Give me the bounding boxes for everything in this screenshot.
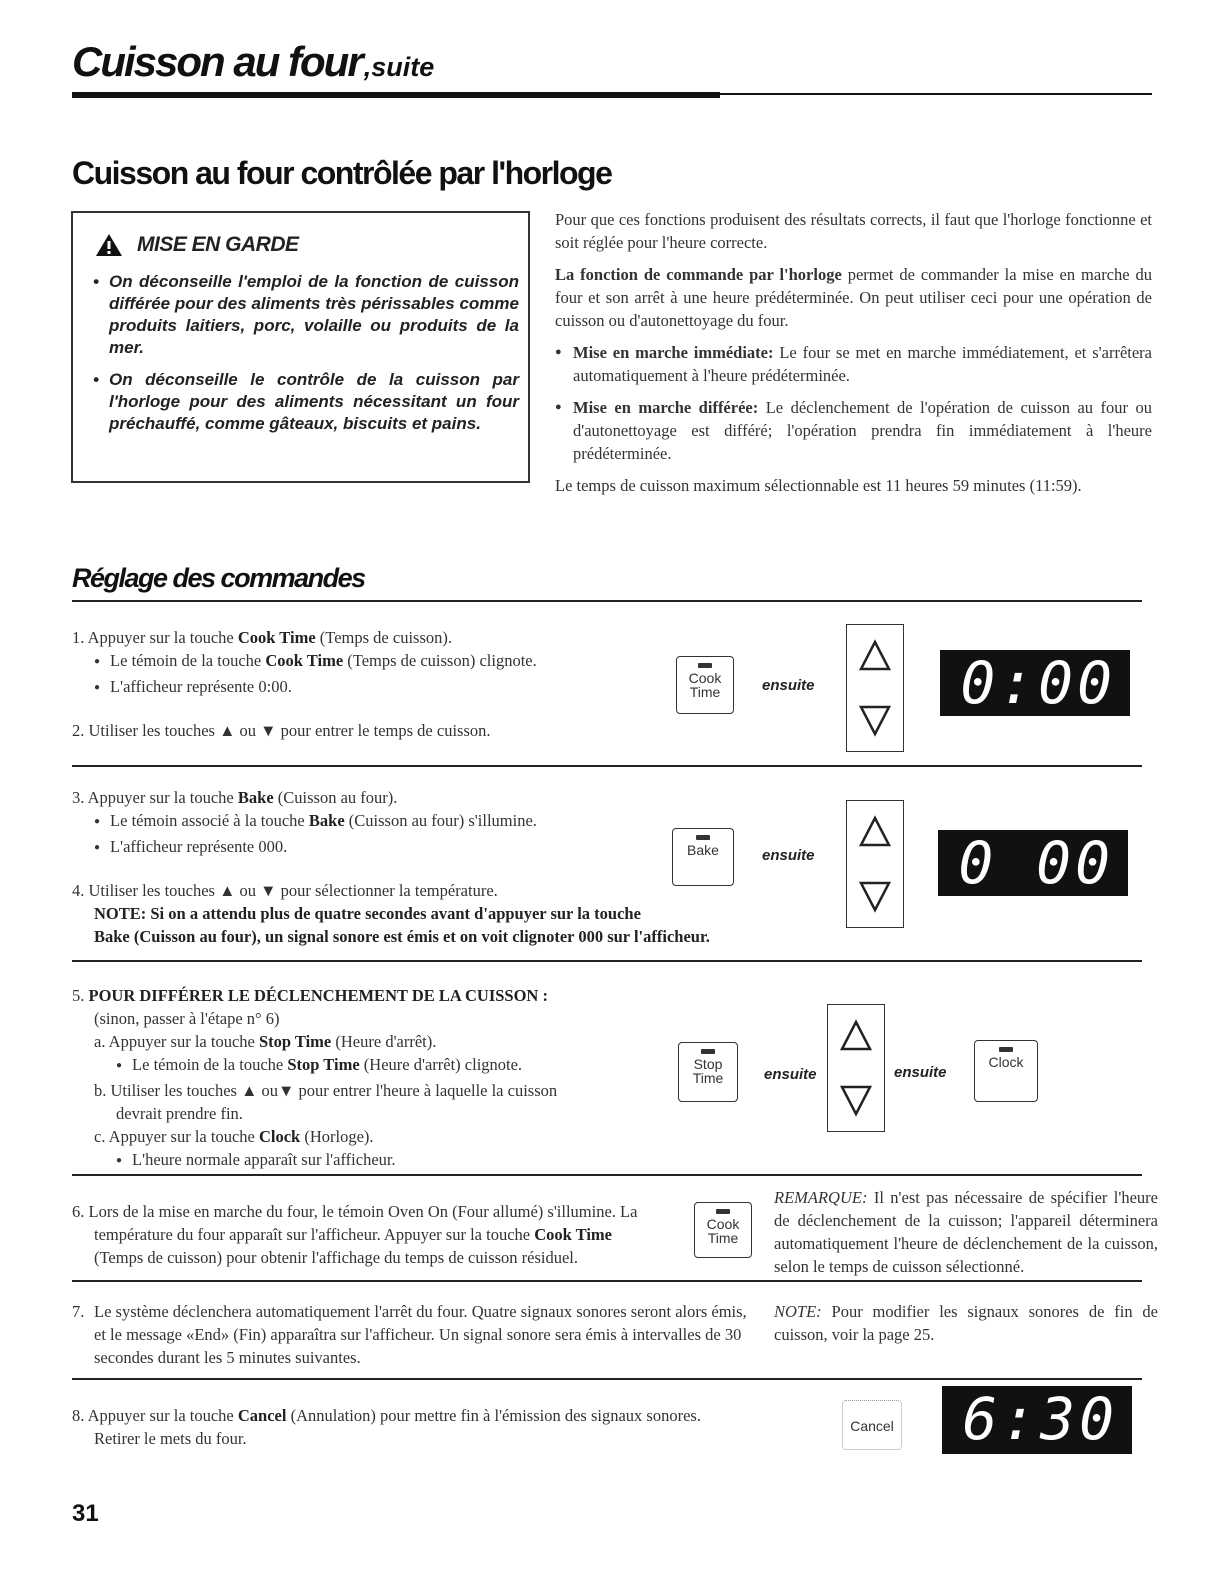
step-text: (Temps de cuisson) clignote. [343, 651, 537, 670]
warning-item: • On déconseille l'emploi de la fonction de cuisson différée pour des aliments très périssables comme produits laitiers, porc, volaille ou produits de la mer. [89, 271, 519, 359]
step-text: Utiliser les touches ▲ ou ▼ pour sélectionner la température. [88, 881, 498, 900]
key-label: Time [707, 1230, 739, 1246]
intro-list [555, 341, 1152, 465]
step-text: (sinon, passer à l'étape n° 6) [94, 1009, 280, 1028]
oven-display [940, 650, 1130, 716]
header-rule-thin [720, 93, 1152, 95]
page-number: 31 [72, 1500, 99, 1527]
step-text: (Annulation) pour mettre fin à l'émission des signaux sonores. [286, 1406, 701, 1425]
step-number: 8. [72, 1406, 85, 1425]
key-indicator-led [999, 1047, 1013, 1052]
remark-note [774, 1186, 1158, 1278]
arrow-keys [827, 1004, 885, 1132]
key-label: Bake [687, 842, 719, 858]
arrow-keys [846, 624, 904, 752]
key-indicator-led [701, 1049, 715, 1054]
then-label: ensuite [762, 847, 815, 864]
intro-list-item [555, 396, 1152, 465]
step-bold: Cook Time [265, 651, 344, 670]
step-number: 3. [72, 788, 85, 807]
warning-triangle-icon [95, 233, 123, 257]
step-block-1 [72, 626, 652, 742]
intro-text-span: permet de commander la mise en marche du four et son arrêt à une heure prédéterminée. On peut utiliser ceci pour une opération de cuisson ou d'autonettoyage du four. [555, 265, 1152, 330]
section-title: Cuisson au four contrôlée par l'horloge [72, 155, 612, 191]
step-number: 1. [72, 628, 85, 647]
step-line [72, 1200, 692, 1223]
then-label: ensuite [764, 1066, 817, 1083]
key-label: Cancel [850, 1418, 894, 1434]
step-text: (Heure d'arrêt) clignote. [359, 1055, 523, 1074]
step-text: (Cuisson au four). [273, 788, 398, 807]
step-text: Appuyer sur la touche [87, 1406, 238, 1425]
clock-key[interactable] [974, 1040, 1038, 1102]
intro-text-span: Le déclenchement de l'opération de cuisson au four ou d'autonettoyage est différé; l'opération prendra fin immédiatement à l'heure prédéterminée. [573, 398, 1152, 463]
key-label: Time [689, 684, 721, 700]
intro-bold: Mise en marche différée: [573, 398, 759, 417]
key-label: Stop [693, 1056, 723, 1072]
up-arrow-key[interactable] [839, 1019, 873, 1053]
key-label: Clock [988, 1054, 1024, 1070]
step-bold: Bake [308, 811, 345, 830]
step-bold: Stop Time [287, 1055, 360, 1074]
step-bold: Bake [237, 788, 274, 807]
step-bullet: ● L'afficheur représente 000. [72, 835, 832, 861]
step-number: 2. [72, 721, 85, 740]
stop-time-key[interactable] [678, 1042, 738, 1102]
oven-display [938, 830, 1128, 896]
step-bullet [72, 649, 652, 675]
step-bullet [72, 1053, 672, 1079]
then-label: ensuite [894, 1064, 947, 1081]
step-text: Appuyer sur la touche [108, 1127, 259, 1146]
step-letter: b. [94, 1081, 107, 1100]
divider [72, 600, 1142, 602]
step-letter: c. [94, 1127, 106, 1146]
controls-title: Réglage des commandes [72, 563, 365, 593]
key-label: Cook [706, 1216, 740, 1232]
step-text: (Heure d'arrêt). [331, 1032, 437, 1051]
cook-time-key[interactable] [676, 656, 734, 714]
note-label: NOTE: [774, 1302, 822, 1321]
step-bold: Cook Time [534, 1225, 612, 1244]
page-header-title [72, 38, 434, 86]
step-line [72, 1125, 672, 1148]
divider [72, 1378, 1142, 1380]
intro-bold: La fonction de commande par l'horloge [555, 265, 842, 284]
intro-paragraph [555, 263, 1152, 332]
down-arrow-key[interactable] [839, 1083, 873, 1117]
step-number: 5. [72, 986, 85, 1005]
step-line [72, 984, 672, 1007]
step-text: Retirer le mets du four. [94, 1429, 247, 1448]
key-label: Time [692, 1070, 724, 1086]
step-text: Le témoin associé à la touche [110, 811, 309, 830]
step-bullet: ● L'afficheur représente 0:00. [72, 675, 652, 701]
warning-list [89, 271, 519, 445]
key-indicator-led [698, 663, 712, 668]
step-block-7 [72, 1300, 762, 1369]
step-text: température du four apparaît sur l'afficheur. Appuyer sur la touche [94, 1225, 535, 1244]
note-text: Pour modifier les signaux sonores de fin de cuisson, voir la page 25. [774, 1302, 1158, 1344]
divider [72, 765, 1142, 767]
step-number: 4. [72, 881, 85, 900]
intro-bold: Mise en marche immédiate: [573, 343, 774, 362]
step-line [72, 1030, 672, 1053]
bake-key[interactable] [672, 828, 734, 886]
cancel-key[interactable] [842, 1400, 902, 1450]
intro-paragraph: Le temps de cuisson maximum sélectionnable est 11 heures 59 minutes (11:59). [555, 476, 1082, 495]
step-line [72, 626, 652, 649]
step-text: Utiliser les touches ▲ ou▼ pour entrer l'heure à laquelle la cuisson [110, 1081, 558, 1100]
step-bold: Clock [258, 1127, 301, 1146]
display-readout: 6:30 [962, 1385, 1118, 1453]
header-rule-thick [72, 92, 720, 98]
remark-text: Il n'est pas nécessaire de spécifier l'heure de déclenchement de la cuisson; l'appareil déterminera automatiquement l'heure de déclenchement de la cuisson, selon le temps de cuisson sélectionné. [774, 1188, 1158, 1276]
arrow-keys [846, 800, 904, 928]
step-text: Appuyer sur la touche [87, 628, 238, 647]
step-bold: Cook Time [237, 628, 316, 647]
up-arrow-key[interactable] [858, 815, 892, 849]
step-text: (Temps de cuisson). [315, 628, 452, 647]
step-text: Lors de la mise en marche du four, le témoin Oven On (Four allumé) s'illumine. La [88, 1202, 638, 1221]
cook-time-key[interactable] [694, 1202, 752, 1258]
remark-label: REMARQUE: [774, 1188, 868, 1207]
note [774, 1300, 1158, 1346]
step-line [72, 1079, 672, 1102]
step-line [72, 1404, 772, 1427]
step-bold: Cancel [237, 1406, 287, 1425]
warning-heading [95, 233, 299, 257]
step-text: devrait prendre fin. [116, 1104, 243, 1123]
step-line [72, 786, 832, 809]
warning-item: • On déconseille le contrôle de la cuisson par l'horloge pour des aliments nécessitant un four préchauffé, comme gâteaux, biscuits et pains. [89, 369, 519, 435]
step-text: Utiliser les touches ▲ ou ▼ pour entrer le temps de cuisson. [88, 721, 491, 740]
key-indicator-led [716, 1209, 730, 1214]
step-text: Le témoin de la touche [110, 651, 266, 670]
key-label: Cook [688, 670, 722, 686]
divider [72, 1174, 1142, 1176]
header-title-suffix: ,suite [363, 52, 435, 82]
header-title-text: Cuisson au four [72, 38, 362, 85]
step-note: Bake (Cuisson au four), un signal sonore est émis et on voit clignoter 000 sur l'afficheur. [94, 927, 710, 946]
step-note: NOTE: Si on a attendu plus de quatre secondes avant d'appuyer sur la touche [94, 904, 641, 923]
key-indicator-led [696, 835, 710, 840]
step-text: Appuyer sur la touche [87, 788, 238, 807]
then-label: ensuite [762, 677, 815, 694]
step-bold: POUR DIFFÉRER LE DÉCLENCHEMENT DE LA CUISSON : [88, 986, 548, 1005]
oven-display [942, 1386, 1132, 1454]
step-letter: a. [94, 1032, 106, 1051]
step-text: (Temps de cuisson) pour obtenir l'affichage du temps de cuisson résiduel. [94, 1248, 579, 1267]
divider [72, 1280, 1142, 1282]
step-line [72, 1223, 692, 1246]
step-block-5 [72, 984, 672, 1174]
down-arrow-key[interactable] [858, 879, 892, 913]
divider [72, 960, 1142, 962]
step-number: 7. [72, 1302, 85, 1321]
step-block-8 [72, 1404, 772, 1450]
step-line [72, 719, 652, 742]
step-text: Le témoin de la touche [132, 1055, 288, 1074]
step-text: (Horloge). [300, 1127, 374, 1146]
up-arrow-key[interactable] [858, 639, 892, 673]
display-readout: 0 00 [958, 829, 1114, 897]
intro-list-item [555, 341, 1152, 387]
intro-text [555, 208, 1152, 506]
step-bullet: ● L'heure normale apparaît sur l'afficheur. [72, 1148, 672, 1174]
step-text: Appuyer sur la touche [108, 1032, 259, 1051]
step-number: 6. [72, 1202, 85, 1221]
step-text: Le système déclenchera automatiquement l'arrêt du four. Quatre signaux sonores seront alors émis, et le message «End» (Fin) apparaîtra sur l'afficheur. Un signal sonore sera émis à intervalles de 30 secondes durant les 5 minutes suivantes. [94, 1302, 747, 1367]
intro-text-span: Le four se met en marche immédiatement, et s'arrêtera automatiquement à l'heure prédéterminée. [573, 343, 1152, 385]
display-readout: 0:00 [960, 649, 1116, 717]
step-block-6 [72, 1200, 692, 1269]
intro-paragraph: Pour que ces fonctions produisent des résultats corrects, il faut que l'horloge fonctionne et soit réglée pour l'heure correcte. [555, 210, 1152, 252]
warning-heading-text: MISE EN GARDE [137, 233, 299, 256]
warning-box [71, 211, 530, 483]
down-arrow-key[interactable] [858, 703, 892, 737]
step-text: (Cuisson au four) s'illumine. [344, 811, 537, 830]
step-bold: Stop Time [258, 1032, 332, 1051]
